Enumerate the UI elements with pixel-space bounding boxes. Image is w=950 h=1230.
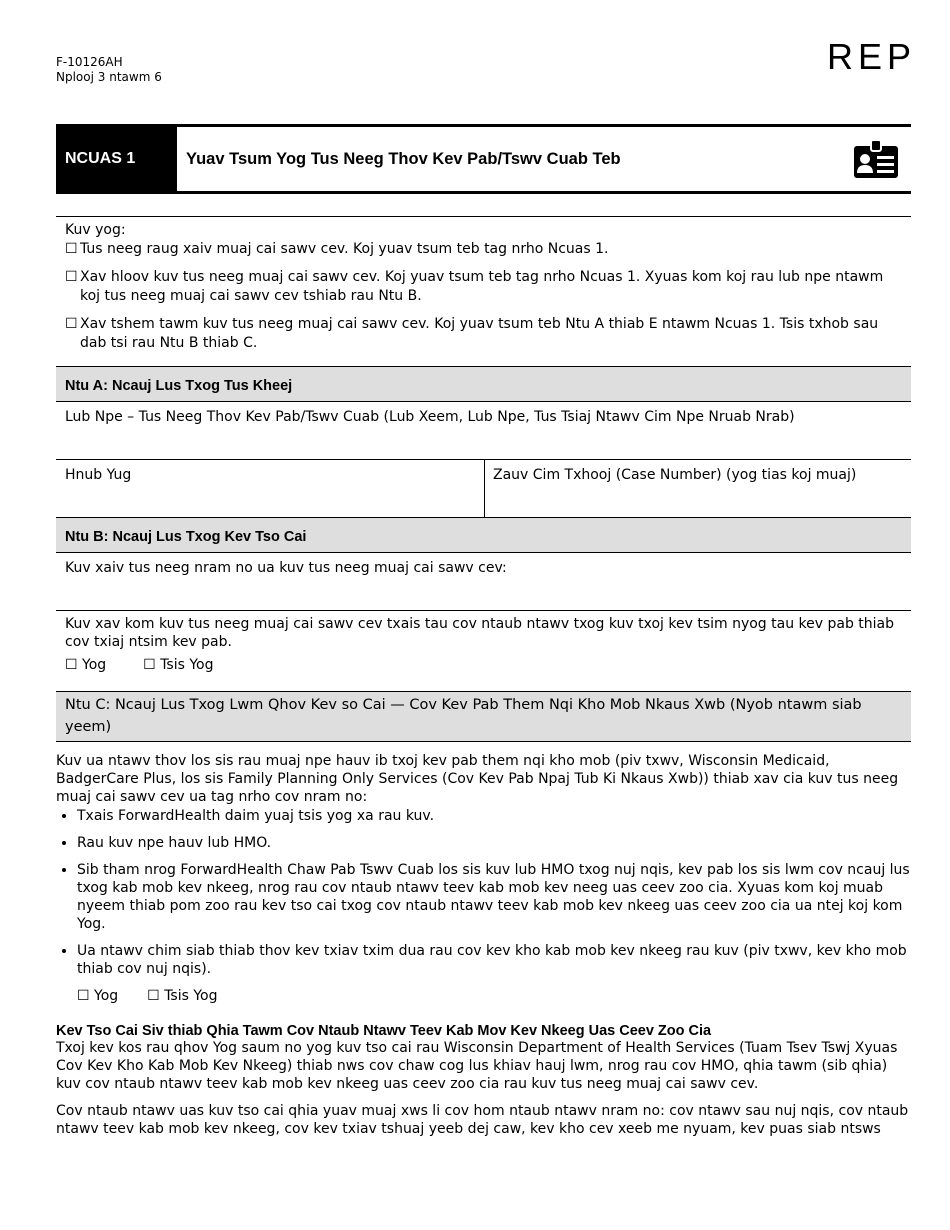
name-field[interactable] bbox=[56, 402, 911, 460]
option-selected-rep[interactable] bbox=[65, 240, 902, 259]
yes-option[interactable]: ☐ Yog bbox=[77, 988, 119, 1004]
release-paragraph-1: Txoj kev kos rau qhov Yog saum no yog kuv tso cai rau Wisconsin Department of Health Services (Tuam Tsev Tswj Xyuas Cov Kev Kho Kab Mob Kev Nkeeg) thiab nws cov chaw cog lus khiav hauj lwm, nrog rau cov HMO, qhia tawm (sib qhia) kuv cov ntaub ntawv teev kab mob kev nkeeg uas ceev zoo cia rau kuv tus neeg muaj cai sawv cev. bbox=[56, 1040, 898, 1092]
dob-case-row bbox=[56, 459, 911, 517]
part-a-header bbox=[56, 366, 911, 402]
part-c-header bbox=[56, 691, 911, 742]
part-b-title: Ntu B: Ncauj Lus Txog Kev Tso Cai bbox=[65, 529, 307, 545]
intro-label: Kuv yog: bbox=[65, 222, 126, 238]
release-heading: Kev Tso Cai Siv thiab Qhia Tawm Cov Ntaub Ntawv Teev Kab Mov Kev Nkeeg Uas Ceev Zoo Cia bbox=[56, 1023, 712, 1039]
rep-name-field[interactable] bbox=[56, 553, 911, 611]
part-b-header bbox=[56, 517, 911, 553]
option-text: Tus neeg raug xaiv muaj cai sawv cev. Koj yuav tsum teb tag nrho Ncuas 1. bbox=[80, 241, 609, 257]
case-number-label: Zauv Cim Txhooj (Case Number) (yog tias koj muaj) bbox=[493, 467, 857, 483]
page-number: Nplooj 3 ntawm 6 bbox=[56, 70, 162, 84]
part-c-body bbox=[56, 752, 911, 1005]
option-remove-rep[interactable] bbox=[65, 315, 902, 353]
section-number: NCUAS 1 bbox=[56, 127, 177, 191]
option-change-rep[interactable] bbox=[65, 268, 902, 306]
yes-label: Yog bbox=[82, 657, 107, 673]
no-label: Tsis Yog bbox=[164, 988, 218, 1004]
list-item: • Txais ForwardHealth daim yuaj tsis yog xa rau kuv. bbox=[77, 807, 911, 825]
part-a-title: Ntu A: Ncauj Lus Txog Tus Kheej bbox=[65, 378, 293, 394]
form-identifier bbox=[56, 55, 162, 85]
option-text: Xav tshem tawm kuv tus neeg muaj cai sawv cev. Koj yuav tsum teb Ntu A thiab E ntawm Ncuas 1. Tsis txhob sau dab tsi rau Ntu B thiab C. bbox=[80, 316, 879, 351]
list-item: • Sib tham nrog ForwardHealth Chaw Pab Tswv Cuab los sis kuv lub HMO txog nuj nqis, kev pab los sis lwm cov ncauj lus txog kab mob kev nkeeg, nrog rau cov ntaub ntawv teev kab mob kev neeg uas ceev zoo cia. Xyuas kom koj muab nyeem thiab pom zoo rau kev tso cai txog cov ntaub ntawv teev kab mob kev nkeeg uas ceev zoo cia ua ntej koj kom Yog. bbox=[77, 861, 911, 933]
part-c-title: Ntu C: Ncauj Lus Txog Lwm Qhov Kev so Cai — Cov Kev Pab Them Nqi Kho Mob Nkaus Xwb (Nyob ntawm siab yeem) bbox=[65, 697, 862, 735]
release-section bbox=[56, 1023, 911, 1138]
dob-field[interactable] bbox=[56, 460, 485, 517]
form-number: F-10126AH bbox=[56, 55, 123, 69]
part-c-yes-no-row bbox=[77, 987, 911, 1005]
rep-label: REP bbox=[827, 36, 917, 77]
part-c-paragraph: Kuv ua ntawv thov los sis rau muaj npe hauv ib txoj kev pab them nqi kho mob (piv txwv, Wisconsin Medicaid, BadgerCare Plus, los sis Family Planning Only Services (Cov Kev Pab Npaj Tub Ki Nkaus Xwb)) thiab xav cia kuv tus neeg muaj cai sawv cev ua tag nrho cov nram no: bbox=[56, 753, 899, 805]
intro-block bbox=[56, 216, 911, 366]
yes-label: Yog bbox=[94, 988, 119, 1004]
no-label: Tsis Yog bbox=[160, 657, 214, 673]
list-item: • Ua ntawv chim siab thiab thov kev txiav txim dua rau cov kev kho kab mob kev nkeeg rau kuv (piv txwv, kev kho mob thiab cov nuj nqis). bbox=[77, 942, 911, 978]
list-item: • Rau kuv npe hauv lub HMO. bbox=[77, 834, 911, 852]
name-label: Lub Npe – Tus Neeg Thov Kev Pab/Tswv Cuab (Lub Xeem, Lub Npe, Tus Tsiaj Ntawv Cim Npe Nruab Nrab) bbox=[65, 409, 795, 425]
rep-choose-label: Kuv xaiv tus neeg nram no ua kuv tus neeg muaj cai sawv cev: bbox=[65, 560, 507, 576]
rep-info-question bbox=[56, 610, 911, 692]
no-option[interactable]: ☐ Tsis Yog bbox=[143, 657, 214, 673]
option-text: Xav hloov kuv tus neeg muaj cai sawv cev. Koj yuav tsum teb tag nrho Ncuas 1. Xyuas kom koj rau lub npe ntawm koj tus neeg muaj cai sawv cev tshiab rau Ntu B. bbox=[80, 269, 884, 304]
rep-info-text: Kuv xav kom kuv tus neeg muaj cai sawv cev txais tau cov ntaub ntawv txog kuv txoj kev tsim nyog tau kev pab thiab cov txiaj ntsim kev pab. bbox=[65, 616, 895, 650]
section-header bbox=[56, 124, 911, 194]
no-option[interactable]: ☐ Tsis Yog bbox=[147, 988, 218, 1004]
dob-label: Hnub Yug bbox=[65, 467, 132, 483]
checkbox[interactable]: ☐ bbox=[65, 241, 78, 257]
release-paragraph-2: Cov ntaub ntawv uas kuv tso cai qhia yuav muaj xws li cov hom ntaub ntawv nram no: cov ntawv sau nuj nqis, cov ntaub ntawv teev kab mob kev nkeeg, cov kev txiav tshuaj yeeb dej caw, kev kho cev xeeb me nyuam, kev puas siab ntsws bbox=[56, 1103, 909, 1137]
part-c-list bbox=[56, 807, 911, 978]
section-title: Yuav Tsum Yog Tus Neeg Thov Kev Pab/Tswv Cuab Teb bbox=[186, 149, 621, 168]
case-number-field[interactable] bbox=[485, 460, 911, 517]
yes-option[interactable]: ☐ Yog bbox=[65, 657, 107, 673]
yes-no-row bbox=[65, 656, 902, 674]
checkbox[interactable]: ☐ bbox=[65, 316, 78, 332]
checkbox[interactable]: ☐ bbox=[65, 269, 78, 285]
id-card-icon bbox=[854, 140, 898, 182]
